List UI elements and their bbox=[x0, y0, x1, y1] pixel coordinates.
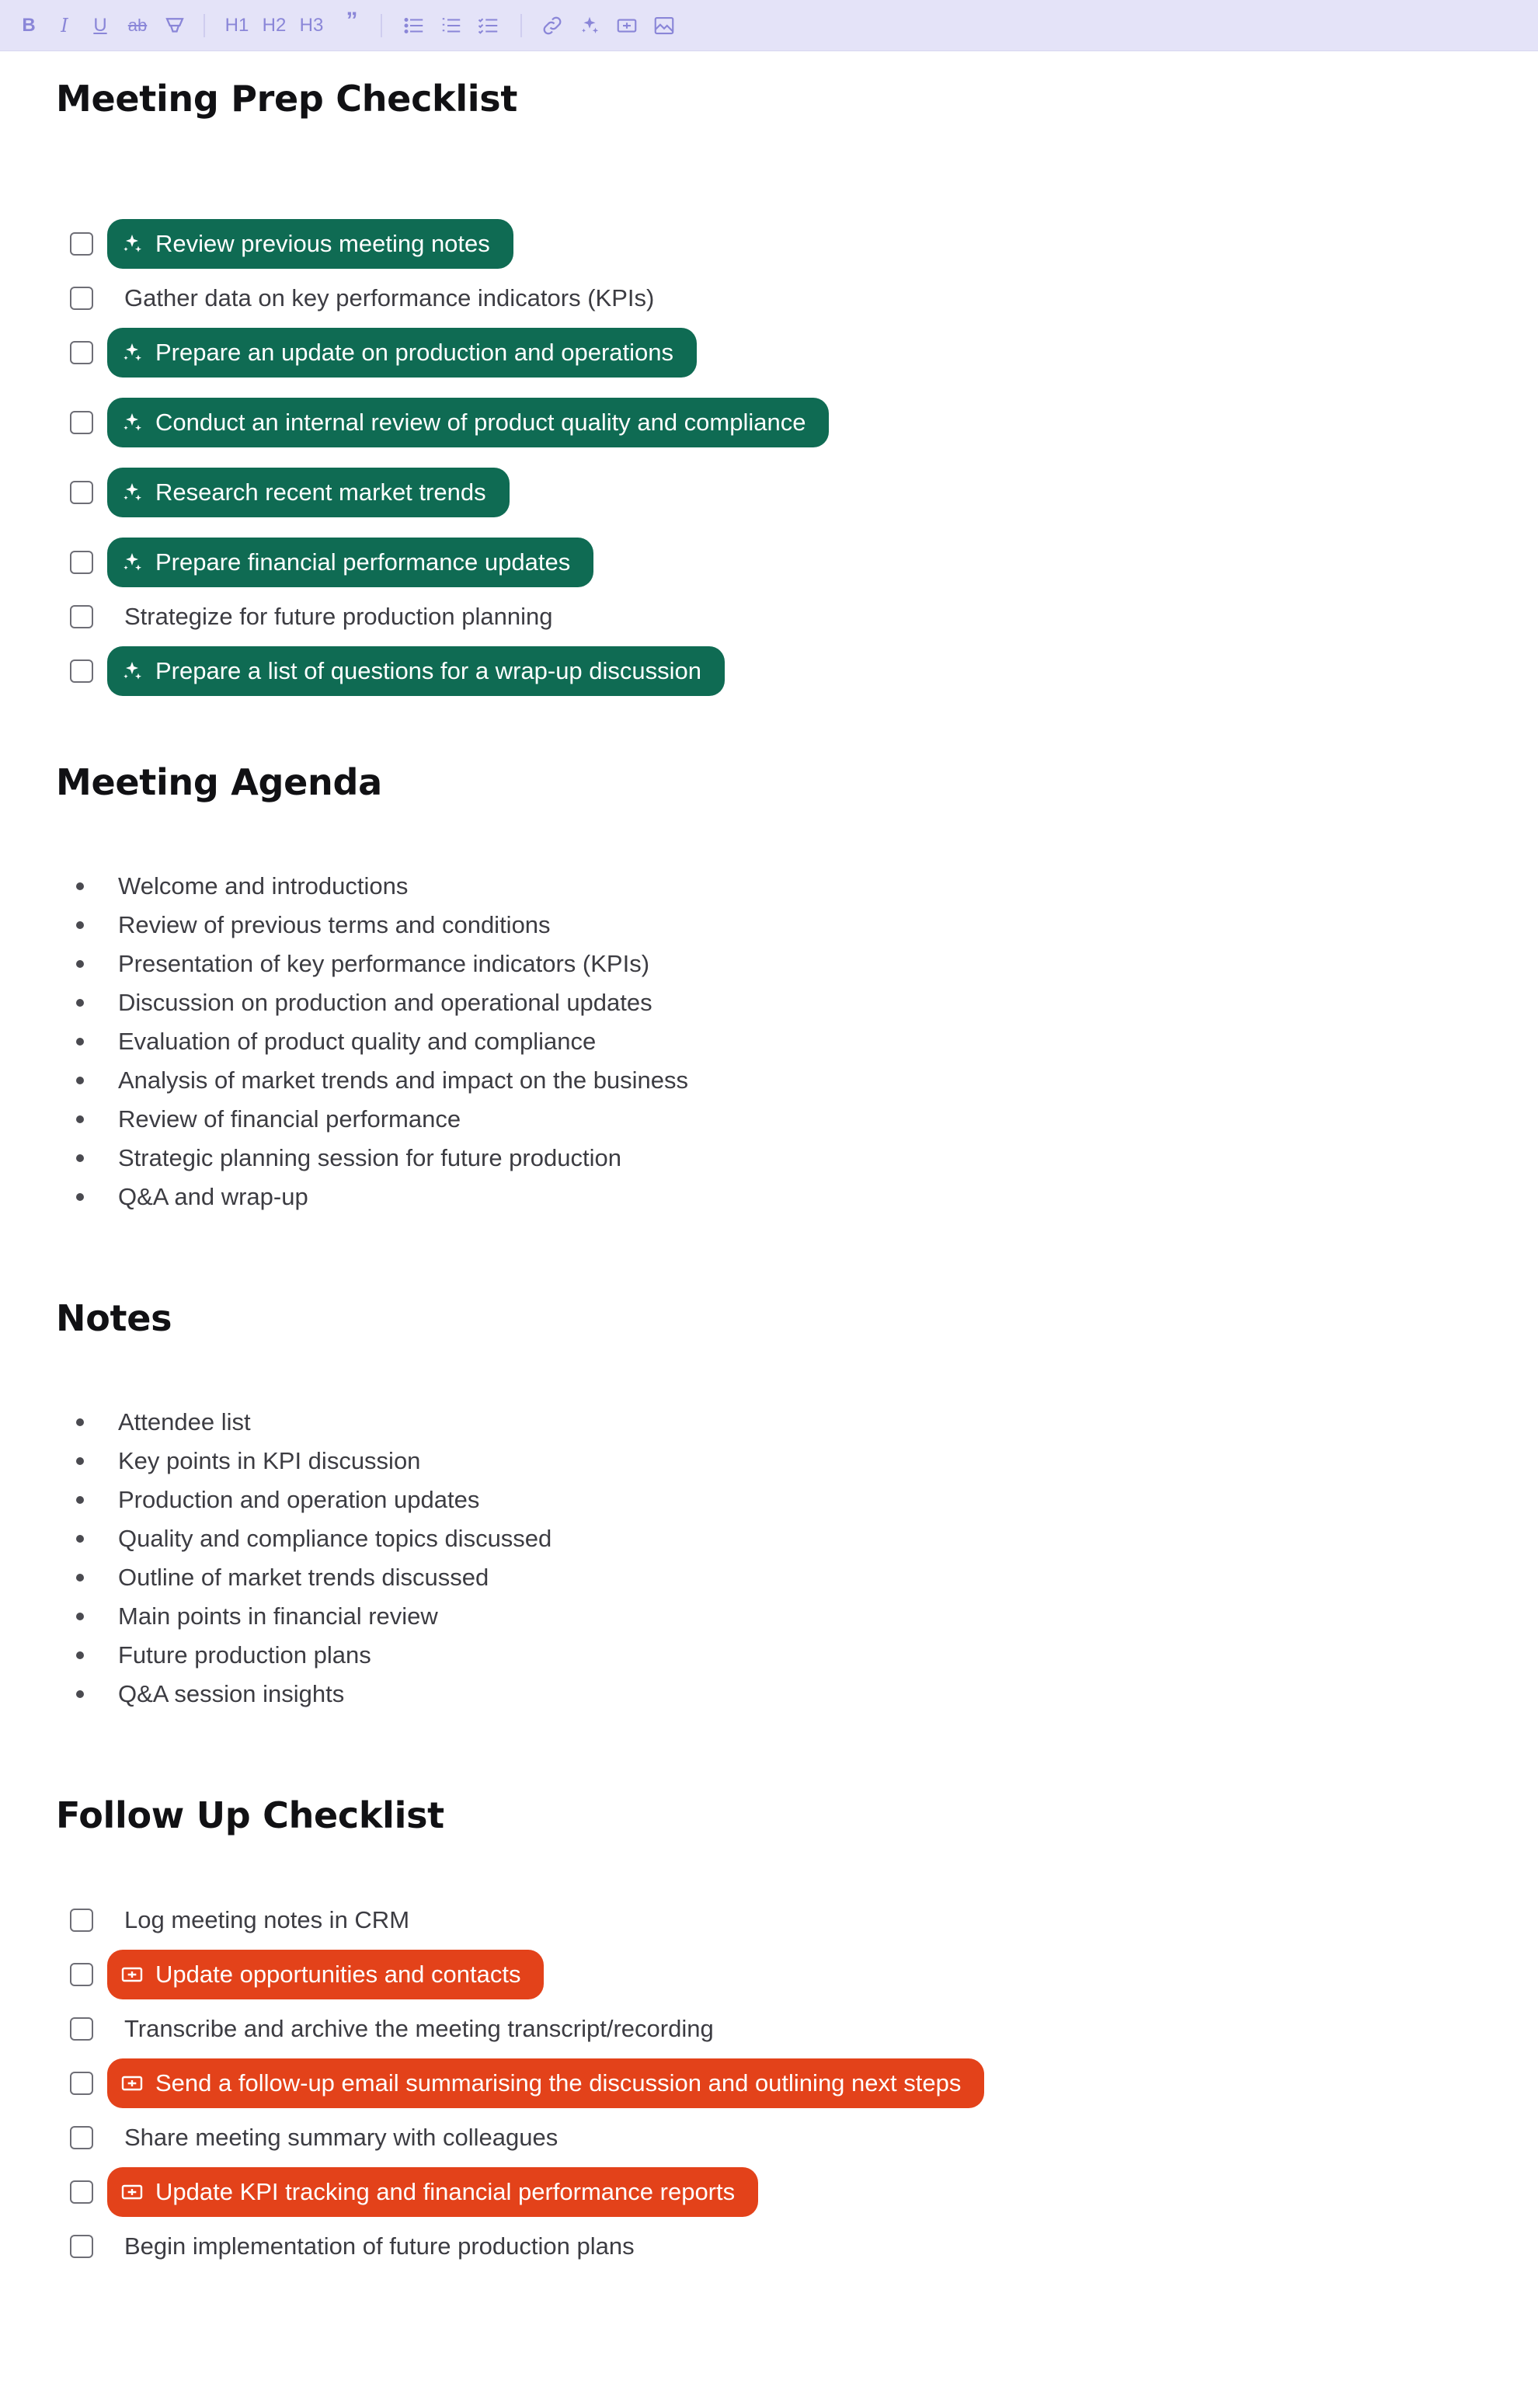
list-item bbox=[76, 1597, 438, 1636]
list-item bbox=[76, 1403, 251, 1442]
list-item-label: Quality and compliance topics discussed bbox=[118, 1525, 552, 1552]
toolbar-divider bbox=[381, 14, 382, 37]
ai-sparkle-icon bbox=[120, 340, 144, 365]
pill-label: Prepare a list of questions for a wrap-up discussion bbox=[155, 657, 702, 684]
checkbox[interactable] bbox=[70, 1909, 93, 1932]
crm-action-icon[interactable] bbox=[614, 11, 640, 40]
list-item bbox=[76, 1519, 552, 1558]
crm-action-icon bbox=[120, 2071, 144, 2096]
bullet bbox=[76, 1690, 84, 1698]
list-item-label: Outline of market trends discussed bbox=[118, 1564, 489, 1591]
bullet bbox=[76, 1418, 84, 1426]
checkbox[interactable] bbox=[70, 341, 93, 364]
prep-item bbox=[68, 468, 510, 517]
bullet bbox=[76, 1535, 84, 1543]
list-item-label: Discussion on production and operational updates bbox=[118, 989, 652, 1016]
numbered-list-icon[interactable] bbox=[438, 11, 465, 40]
followup-item bbox=[68, 1950, 544, 1999]
ai-task-pill[interactable] bbox=[107, 328, 697, 378]
list-item bbox=[76, 945, 649, 983]
checkbox[interactable] bbox=[70, 287, 93, 310]
bullet bbox=[76, 960, 84, 968]
item-label: Share meeting summary with colleagues bbox=[124, 2124, 558, 2151]
bullet bbox=[76, 1574, 84, 1582]
list-item-label: Future production plans bbox=[118, 1641, 371, 1669]
ai-task-pill[interactable] bbox=[107, 398, 829, 447]
prep-item bbox=[68, 398, 829, 447]
crm-action-pill[interactable] bbox=[107, 2167, 758, 2217]
prep-item bbox=[68, 273, 654, 323]
link-icon[interactable] bbox=[539, 11, 565, 40]
strikethrough-icon[interactable]: ab bbox=[127, 16, 148, 35]
prep-item bbox=[68, 538, 593, 587]
list-item-label: Strategic planning session for future production bbox=[118, 1144, 621, 1171]
prep-item bbox=[68, 328, 697, 378]
ai-sparkle-icon bbox=[120, 410, 144, 435]
pill-label: Prepare financial performance updates bbox=[155, 548, 571, 576]
list-item-label: Q&A and wrap-up bbox=[118, 1183, 308, 1210]
item-label: Strategize for future production planning bbox=[124, 603, 553, 630]
prep-item bbox=[68, 219, 513, 269]
ai-sparkle-icon bbox=[120, 659, 144, 684]
list-item-label: Q&A session insights bbox=[118, 1680, 345, 1707]
list-item bbox=[76, 1481, 479, 1519]
underline-icon[interactable]: U bbox=[93, 15, 107, 36]
prep-item bbox=[68, 592, 552, 642]
list-item-label: Review of previous terms and conditions bbox=[118, 911, 551, 938]
image-icon[interactable] bbox=[651, 11, 677, 40]
list-item-label: Main points in financial review bbox=[118, 1602, 438, 1630]
item-label: Transcribe and archive the meeting transcript/recording bbox=[124, 2015, 714, 2042]
list-item bbox=[76, 906, 551, 945]
item-label: Begin implementation of future production plans bbox=[124, 2232, 635, 2260]
crm-action-icon bbox=[120, 2180, 144, 2204]
heading3-button[interactable]: H3 bbox=[299, 15, 324, 36]
checkbox[interactable] bbox=[70, 2126, 93, 2149]
ai-sparkle-icon[interactable] bbox=[576, 11, 603, 40]
toolbar-divider bbox=[204, 14, 205, 37]
agenda-title: Meeting Agenda bbox=[56, 761, 382, 803]
crm-action-pill[interactable] bbox=[107, 1950, 544, 1999]
ai-sparkle-icon bbox=[120, 480, 144, 505]
list-item-label: Key points in KPI discussion bbox=[118, 1447, 421, 1474]
bullet-list-icon[interactable] bbox=[401, 11, 427, 40]
followup-item bbox=[68, 2167, 758, 2217]
pill-label: Update KPI tracking and financial performance reports bbox=[155, 2178, 736, 2205]
heading1-button[interactable]: H1 bbox=[224, 15, 249, 36]
italic-icon[interactable]: I bbox=[61, 15, 68, 37]
checkbox[interactable] bbox=[70, 2017, 93, 2041]
bullet bbox=[76, 1613, 84, 1620]
list-item-label: Production and operation updates bbox=[118, 1486, 480, 1513]
ai-task-pill[interactable] bbox=[107, 538, 593, 587]
followup-title: Follow Up Checklist bbox=[56, 1794, 444, 1836]
pill-label: Review previous meeting notes bbox=[155, 230, 490, 257]
checkbox[interactable] bbox=[70, 2180, 93, 2204]
pill-label: Conduct an internal review of product quality and compliance bbox=[155, 409, 806, 436]
bold-icon[interactable]: B bbox=[22, 15, 36, 36]
checkbox[interactable] bbox=[70, 1963, 93, 1986]
list-item bbox=[76, 983, 652, 1022]
checkbox[interactable] bbox=[70, 411, 93, 434]
bullet bbox=[76, 882, 84, 890]
formatting-toolbar bbox=[0, 0, 1538, 51]
ai-task-pill[interactable] bbox=[107, 646, 725, 696]
list-item bbox=[76, 1022, 596, 1061]
list-item bbox=[76, 1558, 489, 1597]
list-item-label: Analysis of market trends and impact on the business bbox=[118, 1067, 689, 1094]
bullet bbox=[76, 1115, 84, 1123]
checkbox[interactable] bbox=[70, 605, 93, 628]
bullet bbox=[76, 1651, 84, 1659]
followup-item bbox=[68, 2222, 635, 2271]
prep-item bbox=[68, 646, 725, 696]
list-item-label: Review of financial performance bbox=[118, 1105, 461, 1133]
list-item-label: Welcome and introductions bbox=[118, 872, 409, 900]
item-label: Gather data on key performance indicators (KPIs) bbox=[124, 284, 655, 311]
bullet bbox=[76, 1457, 84, 1465]
item-label: Log meeting notes in CRM bbox=[124, 1906, 410, 1933]
bullet bbox=[76, 999, 84, 1007]
ai-sparkle-icon bbox=[120, 231, 144, 256]
crm-action-pill[interactable] bbox=[107, 2058, 984, 2108]
prep-title: Meeting Prep Checklist bbox=[56, 78, 518, 120]
list-item-label: Evaluation of product quality and compliance bbox=[118, 1028, 597, 1055]
bullet bbox=[76, 1154, 84, 1162]
crm-action-icon bbox=[120, 1962, 144, 1987]
toolbar-divider bbox=[520, 14, 522, 37]
ai-task-pill[interactable] bbox=[107, 219, 513, 269]
list-item bbox=[76, 1139, 621, 1178]
followup-item bbox=[68, 2004, 714, 2054]
checkbox[interactable] bbox=[70, 659, 93, 683]
heading2-button[interactable]: H2 bbox=[262, 15, 287, 36]
checkbox[interactable] bbox=[70, 232, 93, 256]
bullet bbox=[76, 1077, 84, 1084]
bullet bbox=[76, 1038, 84, 1046]
checkbox[interactable] bbox=[70, 2235, 93, 2258]
list-item bbox=[76, 867, 408, 906]
list-item-label: Attendee list bbox=[118, 1408, 251, 1435]
checklist-icon[interactable] bbox=[475, 11, 502, 40]
pill-label: Update opportunities and contacts bbox=[155, 1961, 521, 1988]
checkbox[interactable] bbox=[70, 2072, 93, 2095]
list-item bbox=[76, 1100, 461, 1139]
checkbox[interactable] bbox=[70, 551, 93, 574]
list-item bbox=[76, 1442, 420, 1481]
list-item bbox=[76, 1636, 371, 1675]
ai-task-pill[interactable] bbox=[107, 468, 510, 517]
bullet bbox=[76, 1496, 84, 1504]
followup-item bbox=[68, 2058, 984, 2108]
list-item bbox=[76, 1178, 308, 1216]
bullet bbox=[76, 921, 84, 929]
list-item-label: Presentation of key performance indicators (KPIs) bbox=[118, 950, 650, 977]
bullet bbox=[76, 1193, 84, 1201]
highlight-icon[interactable] bbox=[162, 11, 188, 40]
pill-label: Research recent market trends bbox=[155, 478, 486, 506]
followup-item bbox=[68, 2113, 558, 2163]
pill-label: Prepare an update on production and operations bbox=[155, 339, 673, 366]
ai-sparkle-icon bbox=[120, 550, 144, 575]
pill-label: Send a follow-up email summarising the discussion and outlining next steps bbox=[155, 2069, 962, 2097]
notes-title: Notes bbox=[56, 1297, 172, 1339]
list-item bbox=[76, 1675, 344, 1714]
list-item bbox=[76, 1061, 688, 1100]
followup-item bbox=[68, 1895, 409, 1945]
quote-icon[interactable]: ” bbox=[346, 8, 358, 33]
checkbox[interactable] bbox=[70, 481, 93, 504]
